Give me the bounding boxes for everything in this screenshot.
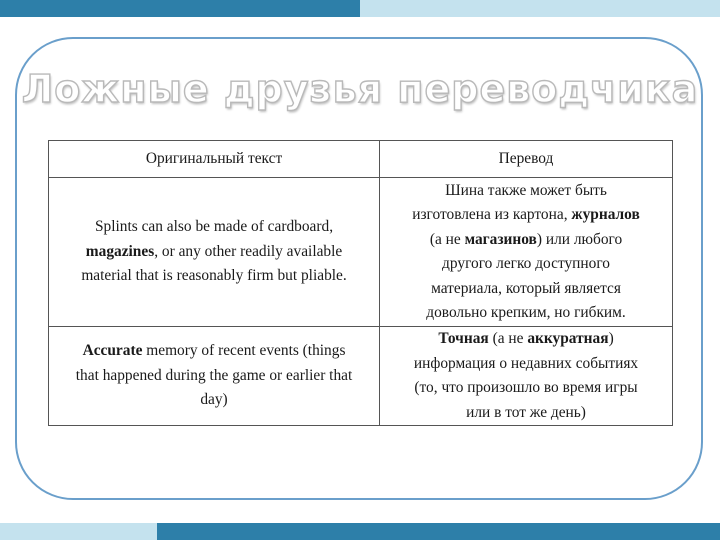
table-row — [49, 327, 673, 426]
highlight-word: журналов — [571, 206, 640, 223]
original-line: memory of recent events (things — [142, 342, 346, 360]
bottom-accent-bar-dark — [157, 523, 720, 540]
original-line: material that is reasonably firm but pliable. — [81, 267, 347, 285]
translation-line: другого легко доступного — [442, 255, 610, 272]
translation-line: изготовлена из картона, — [412, 206, 572, 223]
translation-line: или в тот же день) — [466, 403, 586, 421]
bottom-accent-bar-light — [0, 523, 157, 540]
translation-line: материала, который является — [431, 279, 621, 297]
translation-line: ) — [608, 330, 614, 347]
table-row — [49, 178, 673, 327]
original-line: Splints can also be made of cardboard, — [94, 218, 334, 236]
translation-line: информация о недавних событиях — [413, 354, 639, 372]
translation-line: (а не — [429, 230, 465, 248]
table-header-row — [49, 141, 673, 178]
translation-cell — [380, 327, 673, 426]
original-line: that happened during the game or earlier that — [75, 366, 353, 384]
highlight-word: аккуратная — [527, 330, 609, 347]
top-accent-bar-light — [360, 0, 720, 17]
translation-line: (то, что произошло во время игры — [414, 379, 638, 396]
original-line: day) — [200, 391, 228, 409]
highlight-word: Accurate — [82, 342, 143, 360]
translation-line: Шина также может быть — [445, 181, 607, 199]
translation-line: довольно крепким, но гибким. — [426, 304, 626, 321]
translation-line: (а не — [488, 330, 528, 347]
original-text-cell — [49, 178, 380, 327]
top-accent-bar-dark — [0, 0, 360, 17]
header-original: Оригинальный текст — [49, 141, 380, 178]
slide-title: Ложные друзья переводчика — [21, 67, 699, 111]
translation-line: ) или любого — [536, 230, 623, 248]
translation-cell — [380, 178, 673, 327]
highlight-word: Точная — [438, 330, 489, 347]
highlight-word: магазинов — [464, 230, 537, 248]
false-friends-table — [48, 140, 673, 426]
highlight-word: magazines — [85, 242, 155, 260]
original-text-cell — [49, 327, 380, 426]
header-translation: Перевод — [380, 141, 673, 178]
original-line: , or any other readily available — [154, 242, 343, 260]
